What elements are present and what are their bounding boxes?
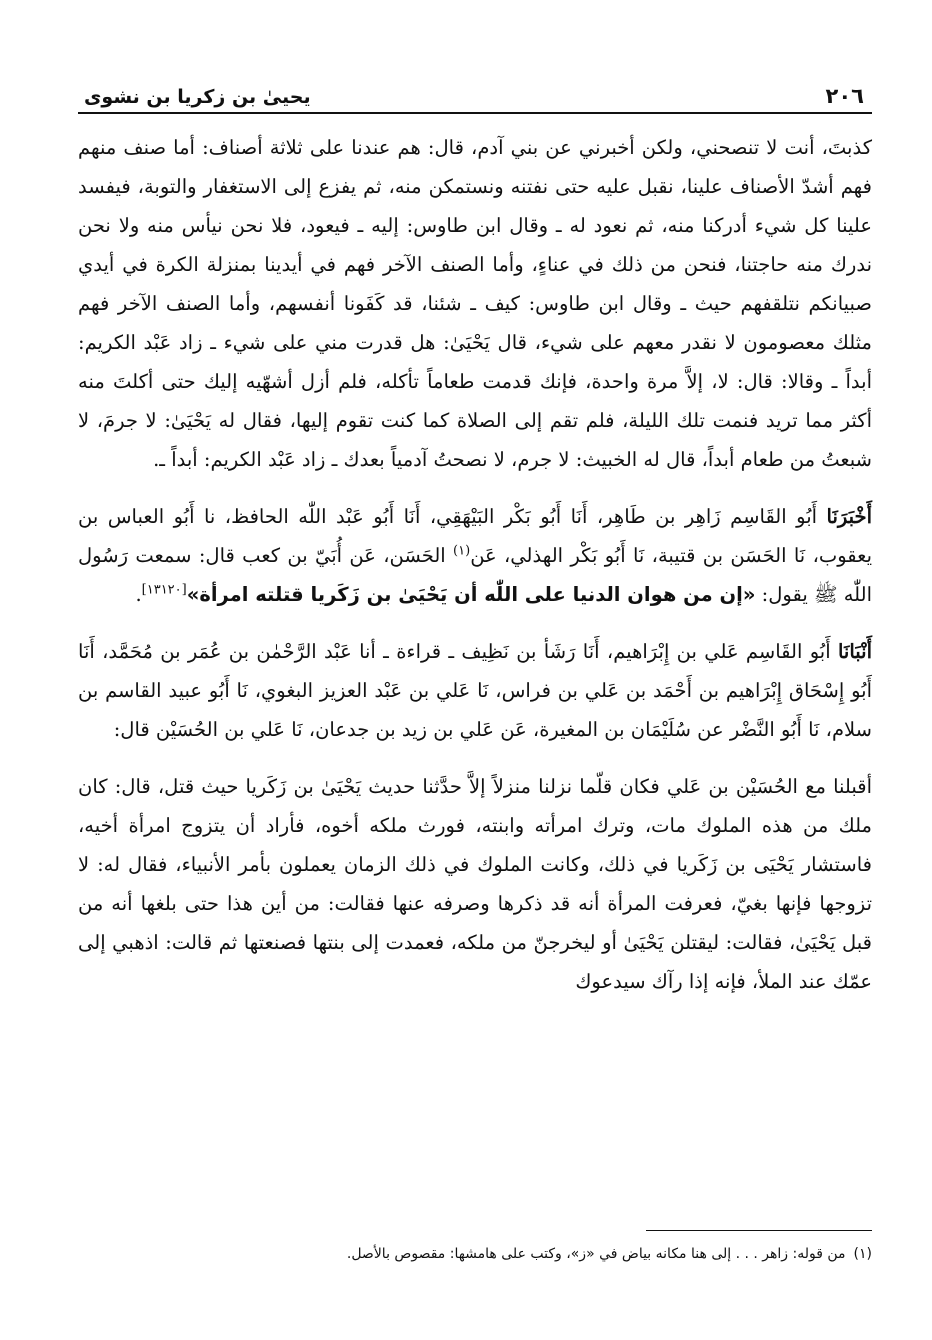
text-block-1: كذبتَ، أنت لا تنصحني، ولكن أخبرني عن بني آدم، قال: هم عندنا على ثلاثة أصناف: أما صنف منهم فهم أشدّ الأصناف علينا، نقبل عليه حتى نفتنه ونستمكن منه، ثم يفزع إلى الاستغفار والتوبة، فيفسد علينا كل شيء أدركنا منه، ثم نعود له ـ وقال ابن طاوس: إليه ـ فيعود، فلا نحن نيأس منه ولا نحن ندرك منه حاجتنا، فنحن من ذلك في عناءٍ، وأما الصنف الآخر فهم في أيدينا بمنزلة الكرة في أيدي صبيانكم نتلقفهم حيث ـ وقال ابن طاوس: كيف ـ شئنا، قد كَفَونا أنفسهم، وأما الصنف الآخر فهم مثلك معصومون لا نقدر معهم على شيء، قال يَحْيَىٰ: هل قدرت مني على شيء ـ زاد عَبْد الكريم: أبداً ـ وقالا: قال: لا، إلاَّ مرة واحدة، فإنك قدمت طعاماً تأكله، فلم أزل أشهّيه إليك حتى أكلتَ منه أكثر مما تريد فنمت تلك الليلة، فلم تقم إلى الصلاة كما كنت تقوم إليها، فقال له يَحْيَىٰ: لا جرمَ، لا شبعتُ من طعام أبداً، قال له الخبيث: لا جرم، لا نصحتُ آدمياً بعدك ـ زاد عَبْد الكريم: أبداً ـ.: [78, 136, 872, 471]
hadith-reference: [١٣١٢٠]: [141, 582, 187, 598]
page-number: ٢٠٦: [825, 84, 864, 108]
page-header: [78, 70, 872, 114]
footnote-divider: [646, 1230, 872, 1231]
text-block-2: [78, 497, 872, 614]
footnote-marker: (١): [453, 543, 471, 559]
footnote-number: (١): [853, 1246, 872, 1262]
isnad-text-b: الحَسَن، عَن أُبَيّ بن كعب قال: سمعت رَسُول اللّٰه ﷺ يقول:: [78, 544, 872, 606]
hadith-quote: «إن من هوان الدنيا على اللّٰه أن يَحْيَىٰ بن زَكَريا قتلته امرأة»: [186, 583, 756, 606]
block-end: .: [135, 583, 142, 606]
text-block-3: [78, 632, 872, 749]
book-page: [78, 70, 872, 1320]
isnad-text: أَبُو القَاسِم عَلي بن إِبْرَاهيم، أَنَا رَشَأ بن نَظِيف ـ قراءة ـ أنا عَبْد الرَّحْمٰن بن عُمَر بن مُحَمَّد، أَنَا أَبُو إِسْحَاق إِبْرَاهيم بن أَحْمَد بن عَلي بن فراس، نَا عَلي بن عَبْد العزيز البغوي، نَا أَبُو عبيد القاسم بن سلام، نَا أَبُو النَّضْر عن سُلَيْمَان بن المغيرة، عَن عَلي بن زيد بن جدعان، نَا عَلي بن الحُسَيْن قال:: [78, 640, 872, 741]
running-title: يحيىٰ بن زكريا بن نشوى: [84, 86, 311, 108]
footnote-text: من قوله: زاهر . . . إلى هنا مكانه بياض في «ز»، وكتب على هامشها: مقصوص بالأصل.: [346, 1246, 846, 1262]
narration-opener: أَخْبَرَنَا: [826, 505, 872, 528]
footnote: [78, 1242, 872, 1266]
text-block-4: أقبلنا مع الحُسَيْن بن عَلي فكان قلّما نزلنا منزلاً إلاَّ حدَّثنا حديث يَحْيَىٰ بن زَكَريا حيث قتل، قال: كان ملك من هذه الملوك مات، وترك امرأته وابنته، فورث ملكه أخوه، فأراد أن يتزوج امرأة أخيه، فاستشار يَحْيَى بن زَكَريا في ذلك، وكانت الملوك في ذلك الزمان يعملون بأمر الأنبياء، فقال له: لا تزوجها فإنها بغيّ، فعرفت المرأة أنه قد ذكرها وصرفه عنها فقالت: من أين هذا حتى بلغها أنه من قبل يَحْيَىٰ، فقالت: ليقتلن يَحْيَىٰ أو ليخرجنّ من ملكه، فعمدت إلى بنتها فصنعتها ثم قالت: اذهبي إلى عمّك عند الملأ، فإنه إذا رآك سيدعوك: [78, 775, 872, 993]
narration-opener: أَنْبَانَا: [837, 640, 872, 663]
isnad-text-a: أَبُو القَاسِم زَاهِر بن طَاهِر، أَنَا أَبُو بَكْر البَيْهَقِي، أَنَا أَبُو عَبْد اللّٰه الحافظ، نا أَبُو العباس بن يعقوب، نَا الحَسَن بن قتيبة، نَا أَبُو بَكْر الهذلي، عَن: [78, 505, 872, 567]
